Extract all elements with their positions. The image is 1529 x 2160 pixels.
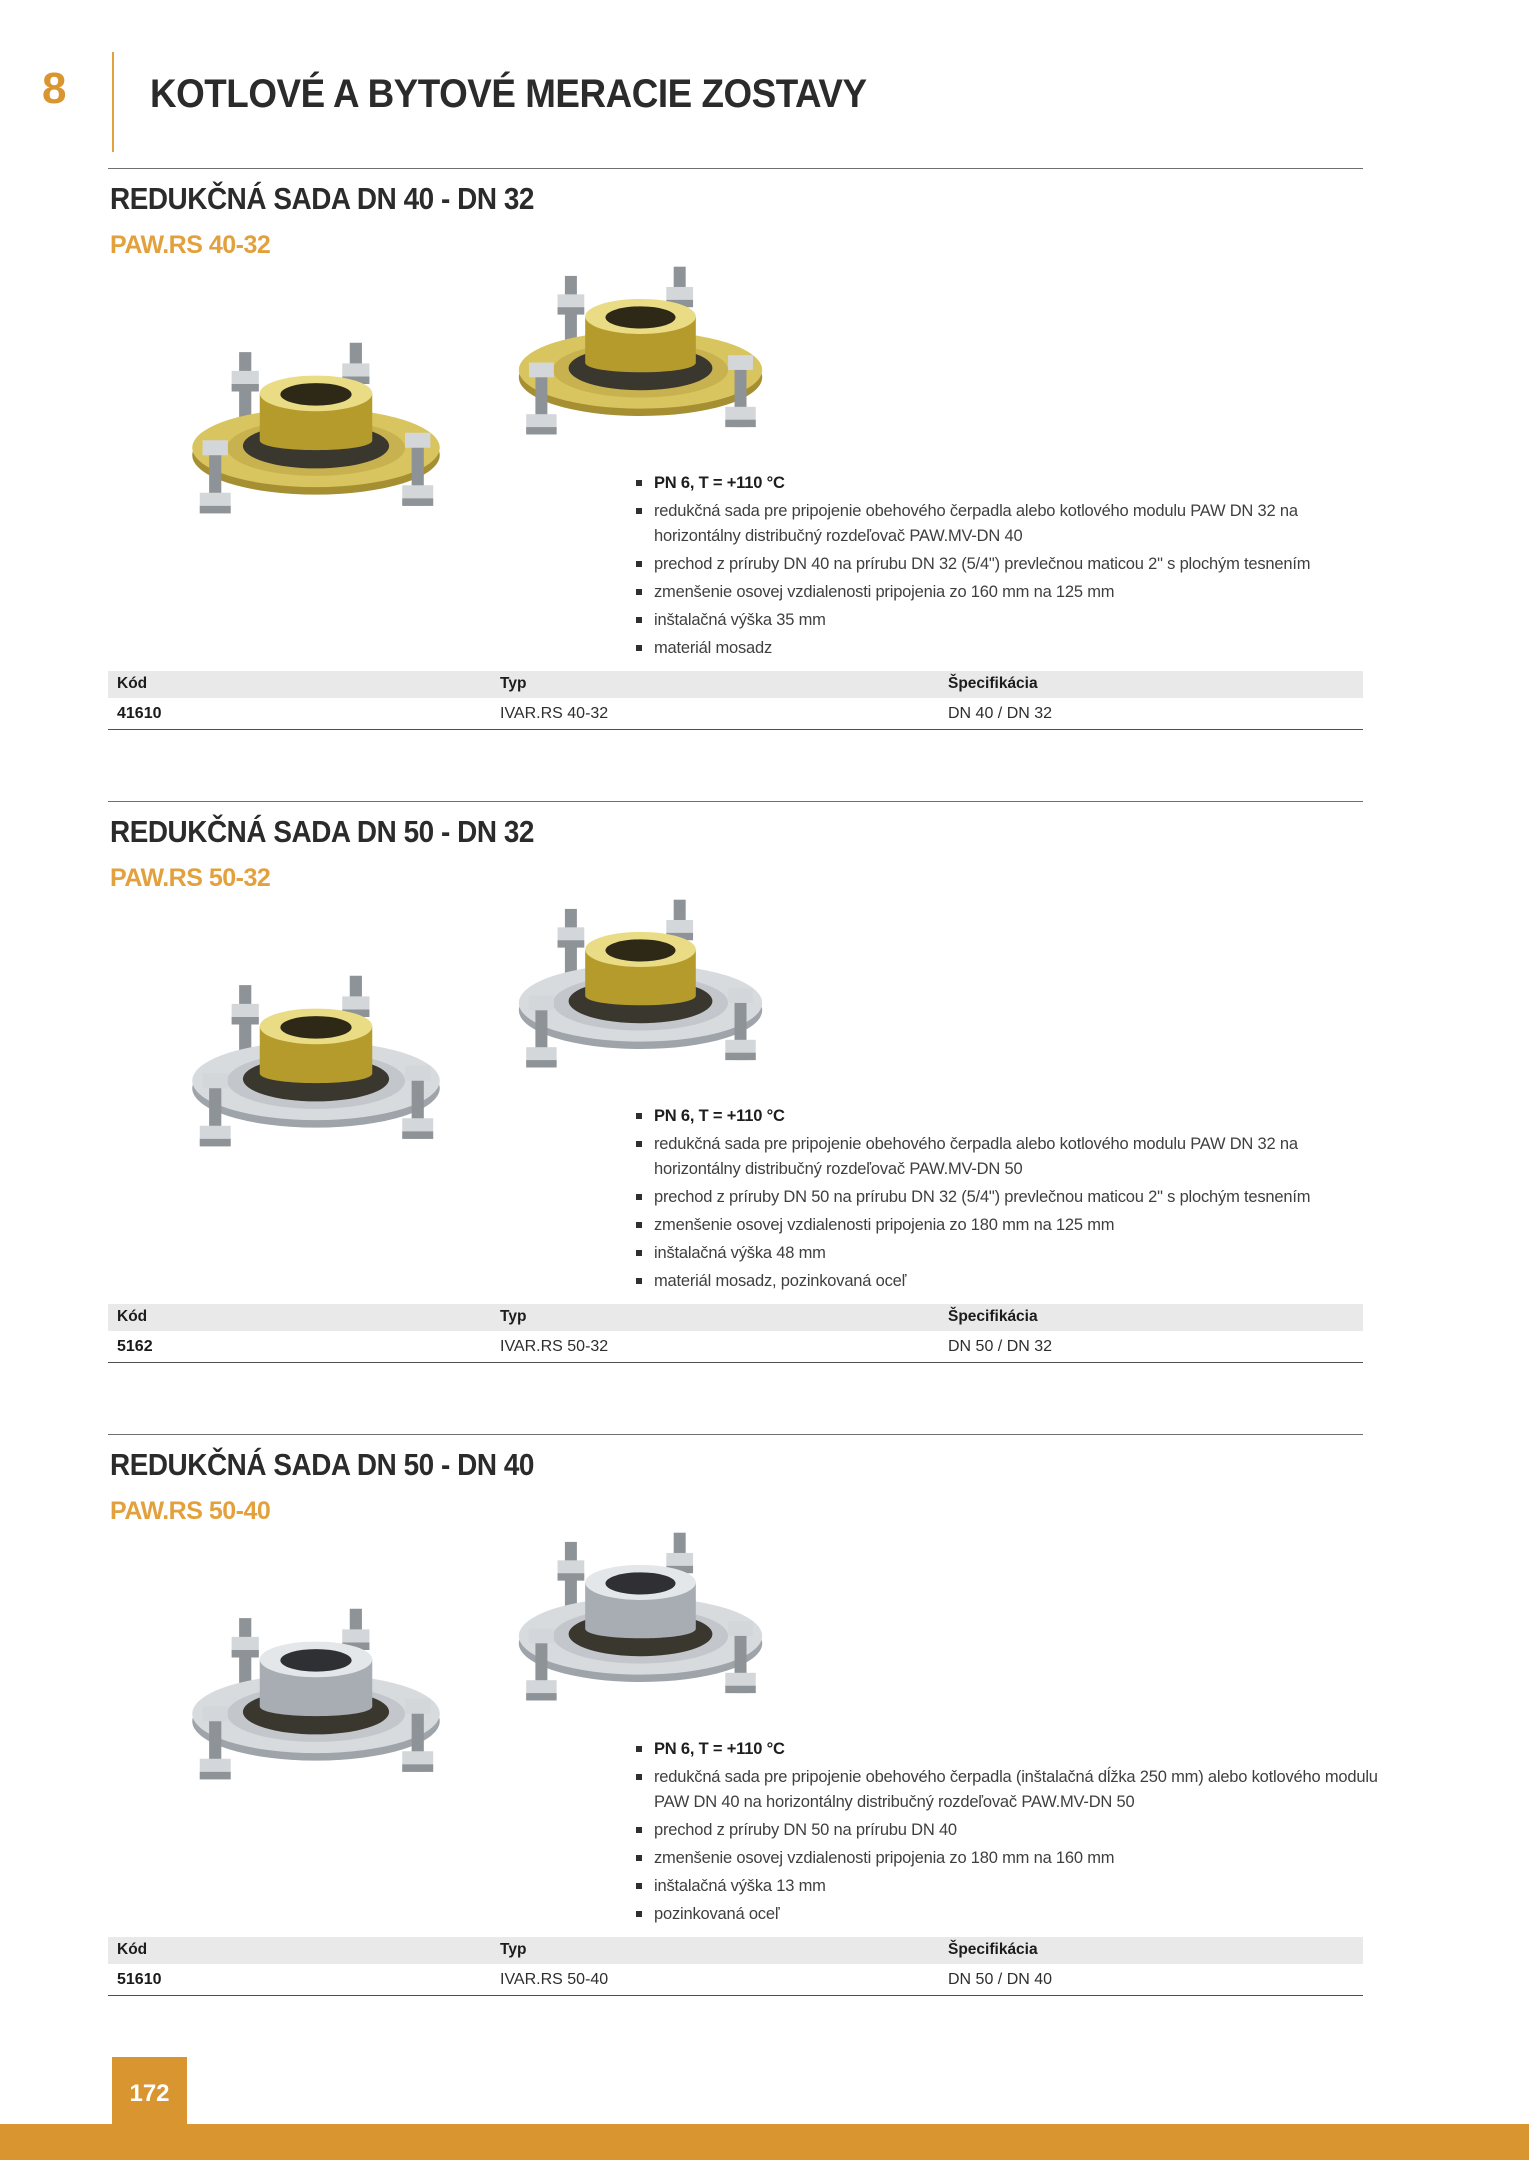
- cell-specifikacia: DN 50 / DN 40: [948, 1971, 1053, 1988]
- col-header-specifikacia: Špecifikácia: [948, 1308, 1038, 1325]
- col-header-kod: Kód: [117, 1941, 148, 1958]
- cell-kod: 51610: [117, 1971, 162, 1988]
- feature-item: prechod z príruby DN 50 na prírubu DN 40: [635, 1818, 1383, 1843]
- section-title: REDUKČNÁ SADA DN 50 - DN 40: [110, 1447, 534, 1482]
- feature-item: materiál mosadz, pozinkovaná oceľ: [635, 1269, 1383, 1294]
- feature-item: inštalačná výška 35 mm: [635, 608, 1383, 633]
- cell-kod: 5162: [117, 1338, 153, 1355]
- section-redukcna-sada-dn50-dn32: [108, 801, 1363, 1363]
- product-table: [108, 1304, 1363, 1363]
- feature-item: materiál mosadz: [635, 636, 1383, 661]
- product-table: [108, 1937, 1363, 1996]
- product-code: PAW.RS 50-40: [110, 1497, 271, 1525]
- feature-item: PN 6, T = +110 °C: [635, 1737, 1383, 1762]
- col-header-typ: Typ: [500, 1308, 527, 1325]
- feature-item: inštalačná výška 13 mm: [635, 1874, 1383, 1899]
- feature-item: zmenšenie osovej vzdialenosti pripojenia zo 180 mm na 125 mm: [635, 1213, 1383, 1238]
- col-header-kod: Kód: [117, 675, 148, 692]
- feature-list: [635, 1737, 1383, 1930]
- product-photo-left: [166, 967, 466, 1157]
- section-redukcna-sada-dn40-dn32: [108, 168, 1363, 730]
- feature-item: redukčná sada pre pripojenie obehového čerpadla alebo kotlového modulu PAW DN 32 na horizontálny distribučný rozdeľovač PAW.MV-DN 40: [635, 499, 1383, 549]
- chapter-title: KOTLOVÉ A BYTOVÉ MERACIE ZOSTAVY: [150, 72, 867, 116]
- section-title: REDUKČNÁ SADA DN 40 - DN 32: [110, 181, 534, 216]
- product-photo-left: [166, 334, 466, 524]
- cell-specifikacia: DN 50 / DN 32: [948, 1338, 1053, 1355]
- chapter-number: 8: [42, 64, 66, 113]
- table-row: [108, 1331, 1363, 1363]
- feature-list: [635, 471, 1383, 664]
- table-row: [108, 698, 1363, 730]
- col-header-specifikacia: Špecifikácia: [948, 675, 1038, 692]
- feature-item: prechod z príruby DN 50 na prírubu DN 32 (5/4") prevlečnou maticou 2" s plochým tesnením: [635, 1185, 1383, 1210]
- cell-typ: IVAR.RS 50-32: [500, 1338, 609, 1355]
- table-header-row: [108, 1304, 1363, 1331]
- cell-typ: IVAR.RS 40-32: [500, 705, 609, 722]
- cell-specifikacia: DN 40 / DN 32: [948, 705, 1053, 722]
- product-photo-right: [493, 1525, 788, 1710]
- feature-item: redukčná sada pre pripojenie obehového čerpadla alebo kotlového modulu PAW DN 32 na horizontálny distribučný rozdeľovač PAW.MV-DN 50: [635, 1132, 1383, 1182]
- product-photo-left: [166, 1600, 466, 1790]
- feature-item: inštalačná výška 48 mm: [635, 1241, 1383, 1266]
- feature-item: pozinkovaná oceľ: [635, 1902, 1383, 1927]
- table-header-row: [108, 1937, 1363, 1964]
- footer-bar: [0, 2124, 1529, 2160]
- chapter-divider-line: [112, 52, 114, 152]
- product-photo-right: [493, 892, 788, 1077]
- feature-item: PN 6, T = +110 °C: [635, 471, 1383, 496]
- feature-item: PN 6, T = +110 °C: [635, 1104, 1383, 1129]
- col-header-kod: Kód: [117, 1308, 148, 1325]
- feature-item: zmenšenie osovej vzdialenosti pripojenia zo 180 mm na 160 mm: [635, 1846, 1383, 1871]
- cell-typ: IVAR.RS 50-40: [500, 1971, 609, 1988]
- product-code: PAW.RS 50-32: [110, 864, 271, 892]
- feature-list: [635, 1104, 1383, 1297]
- section-title: REDUKČNÁ SADA DN 50 - DN 32: [110, 814, 534, 849]
- feature-item: zmenšenie osovej vzdialenosti pripojenia zo 160 mm na 125 mm: [635, 580, 1383, 605]
- table-header-row: [108, 671, 1363, 698]
- product-table: [108, 671, 1363, 730]
- feature-item: prechod z príruby DN 40 na prírubu DN 32 (5/4") prevlečnou maticou 2" s plochým tesnením: [635, 552, 1383, 577]
- cell-kod: 41610: [117, 705, 162, 722]
- table-row: [108, 1964, 1363, 1996]
- section-redukcna-sada-dn50-dn40: [108, 1434, 1378, 1996]
- col-header-specifikacia: Špecifikácia: [948, 1941, 1038, 1958]
- col-header-typ: Typ: [500, 1941, 527, 1958]
- page-number: 172: [129, 2080, 170, 2107]
- product-photo-right: [493, 259, 788, 444]
- product-code: PAW.RS 40-32: [110, 231, 271, 259]
- feature-item: redukčná sada pre pripojenie obehového čerpadla (inštalačná dĺžka 250 mm) alebo kotlového modulu PAW DN 40 na horizontálny distribučný rozdeľovač PAW.MV-DN 50: [635, 1765, 1383, 1815]
- col-header-typ: Typ: [500, 675, 527, 692]
